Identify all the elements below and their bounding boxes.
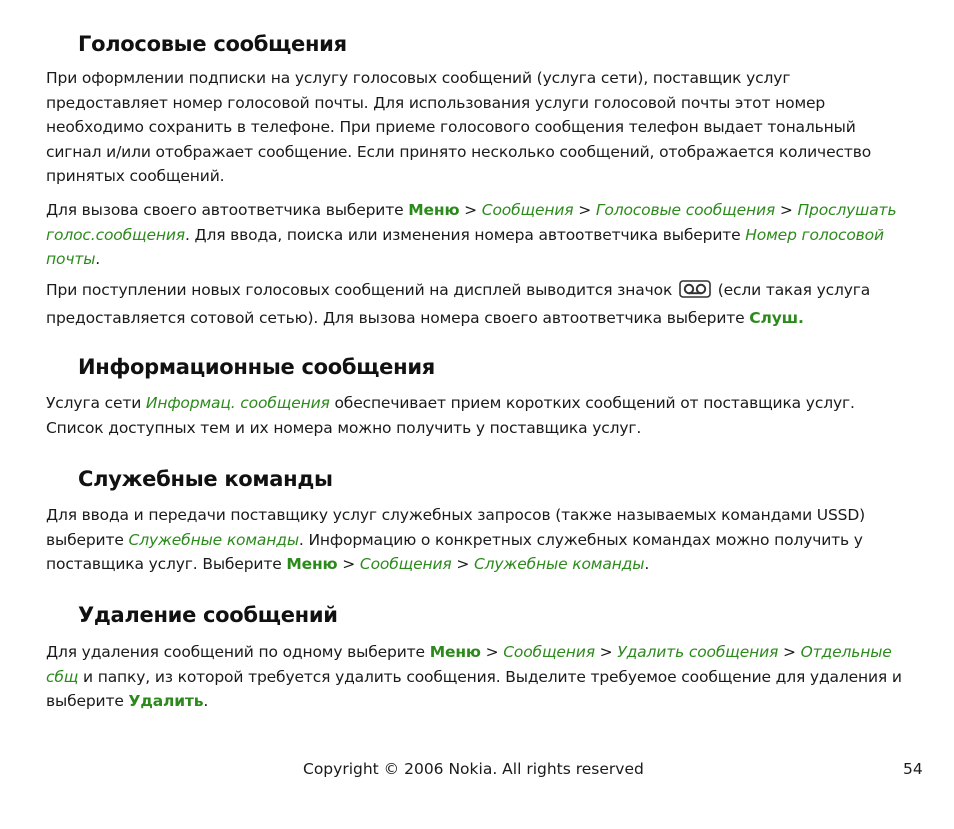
single-messages-link: Отдельные сбщ: [46, 643, 892, 686]
voice-number-link: Номер голосовой почты: [46, 225, 884, 268]
listen-voice-link: Прослушать голос.сообщения: [46, 201, 897, 244]
delete-messages-link: Удалить сообщения: [617, 643, 779, 661]
text: (если такая услуга предоставляется сотовой сетью). Для вызова номера своего автоответчика выберите: [46, 281, 871, 327]
text: обеспечивает прием коротких сообщений от поставщика услуг. Список доступных тем и их номера можно получить у поставщика услуг.: [46, 394, 855, 437]
menu-link: Меню: [408, 201, 460, 219]
text: Для ввода и передачи поставщику услуг служебных запросов (также называемых командами USSD) выберите: [46, 506, 866, 549]
copyright-text: Copyright © 2006 Nokia. All rights reserved: [303, 760, 644, 778]
period: .: [644, 555, 650, 573]
separator: >: [573, 201, 596, 219]
service-commands-link: Служебные команды: [128, 530, 299, 549]
service-commands-link: Служебные команды: [473, 555, 645, 573]
voice-indicator-paragraph: [46, 278, 906, 330]
messages-link: Сообщения: [359, 555, 452, 573]
menu-link: Меню: [286, 555, 338, 573]
delete-button-label: Удалить: [128, 692, 204, 710]
voice-messages-link: Голосовые сообщения: [595, 201, 776, 219]
text: Для вызова своего автоответчика выберите: [46, 201, 409, 219]
separator: >: [480, 643, 504, 661]
page-number: 54: [903, 760, 923, 778]
voice-call-paragraph: [46, 198, 916, 272]
text: Для удаления сообщений по одному выберите: [46, 643, 430, 661]
heading-info-messages: Информационные сообщения: [78, 355, 435, 379]
heading-service-commands: Служебные команды: [78, 467, 333, 491]
delete-messages-paragraph: [46, 640, 906, 714]
separator: >: [778, 643, 801, 661]
menu-link: Меню: [429, 643, 481, 661]
text: При поступлении новых голосовых сообщений на дисплей выводится значок: [46, 281, 677, 299]
messages-link: Сообщения: [503, 643, 595, 661]
listen-button-label: Слуш.: [749, 308, 804, 327]
text: . Информацию о конкретных служебных командах можно получить у поставщика услуг. Выберите: [46, 530, 863, 573]
text: и папку, из которой требуется удалить сообщения. Выделите требуемое сообщение для удаления и выберите: [46, 667, 902, 710]
period: .: [203, 692, 209, 710]
messages-link: Сообщения: [481, 201, 574, 219]
text: . Для ввода, поиска или изменения номера автоответчика выберите: [184, 225, 746, 244]
separator: >: [451, 555, 474, 573]
period: .: [95, 250, 101, 268]
voicemail-icon: [679, 280, 711, 306]
page-footer: [0, 760, 954, 784]
separator: >: [459, 201, 482, 219]
text: Услуга сети: [46, 394, 146, 412]
voice-intro-paragraph: При оформлении подписки на услугу голосовых сообщений (услуга сети), поставщик услуг предоставляет номер голосовой почты. Для использования услуги голосовой почты этот номер необходимо сохранить в телефоне. При приеме голосового сообщения телефон выдает тональный сигнал и/или отображает сообщение. Если принято несколько сообщений, отображается количество принятых сообщений.: [46, 69, 872, 185]
separator: >: [775, 201, 798, 219]
separator: >: [337, 555, 360, 573]
service-commands-paragraph: [46, 503, 881, 577]
heading-voice-messages: Голосовые сообщения: [78, 32, 347, 56]
info-messages-link: Информац. сообщения: [145, 394, 330, 412]
separator: >: [594, 643, 618, 661]
heading-delete-messages: Удаление сообщений: [78, 603, 338, 627]
info-paragraph: [46, 391, 886, 440]
